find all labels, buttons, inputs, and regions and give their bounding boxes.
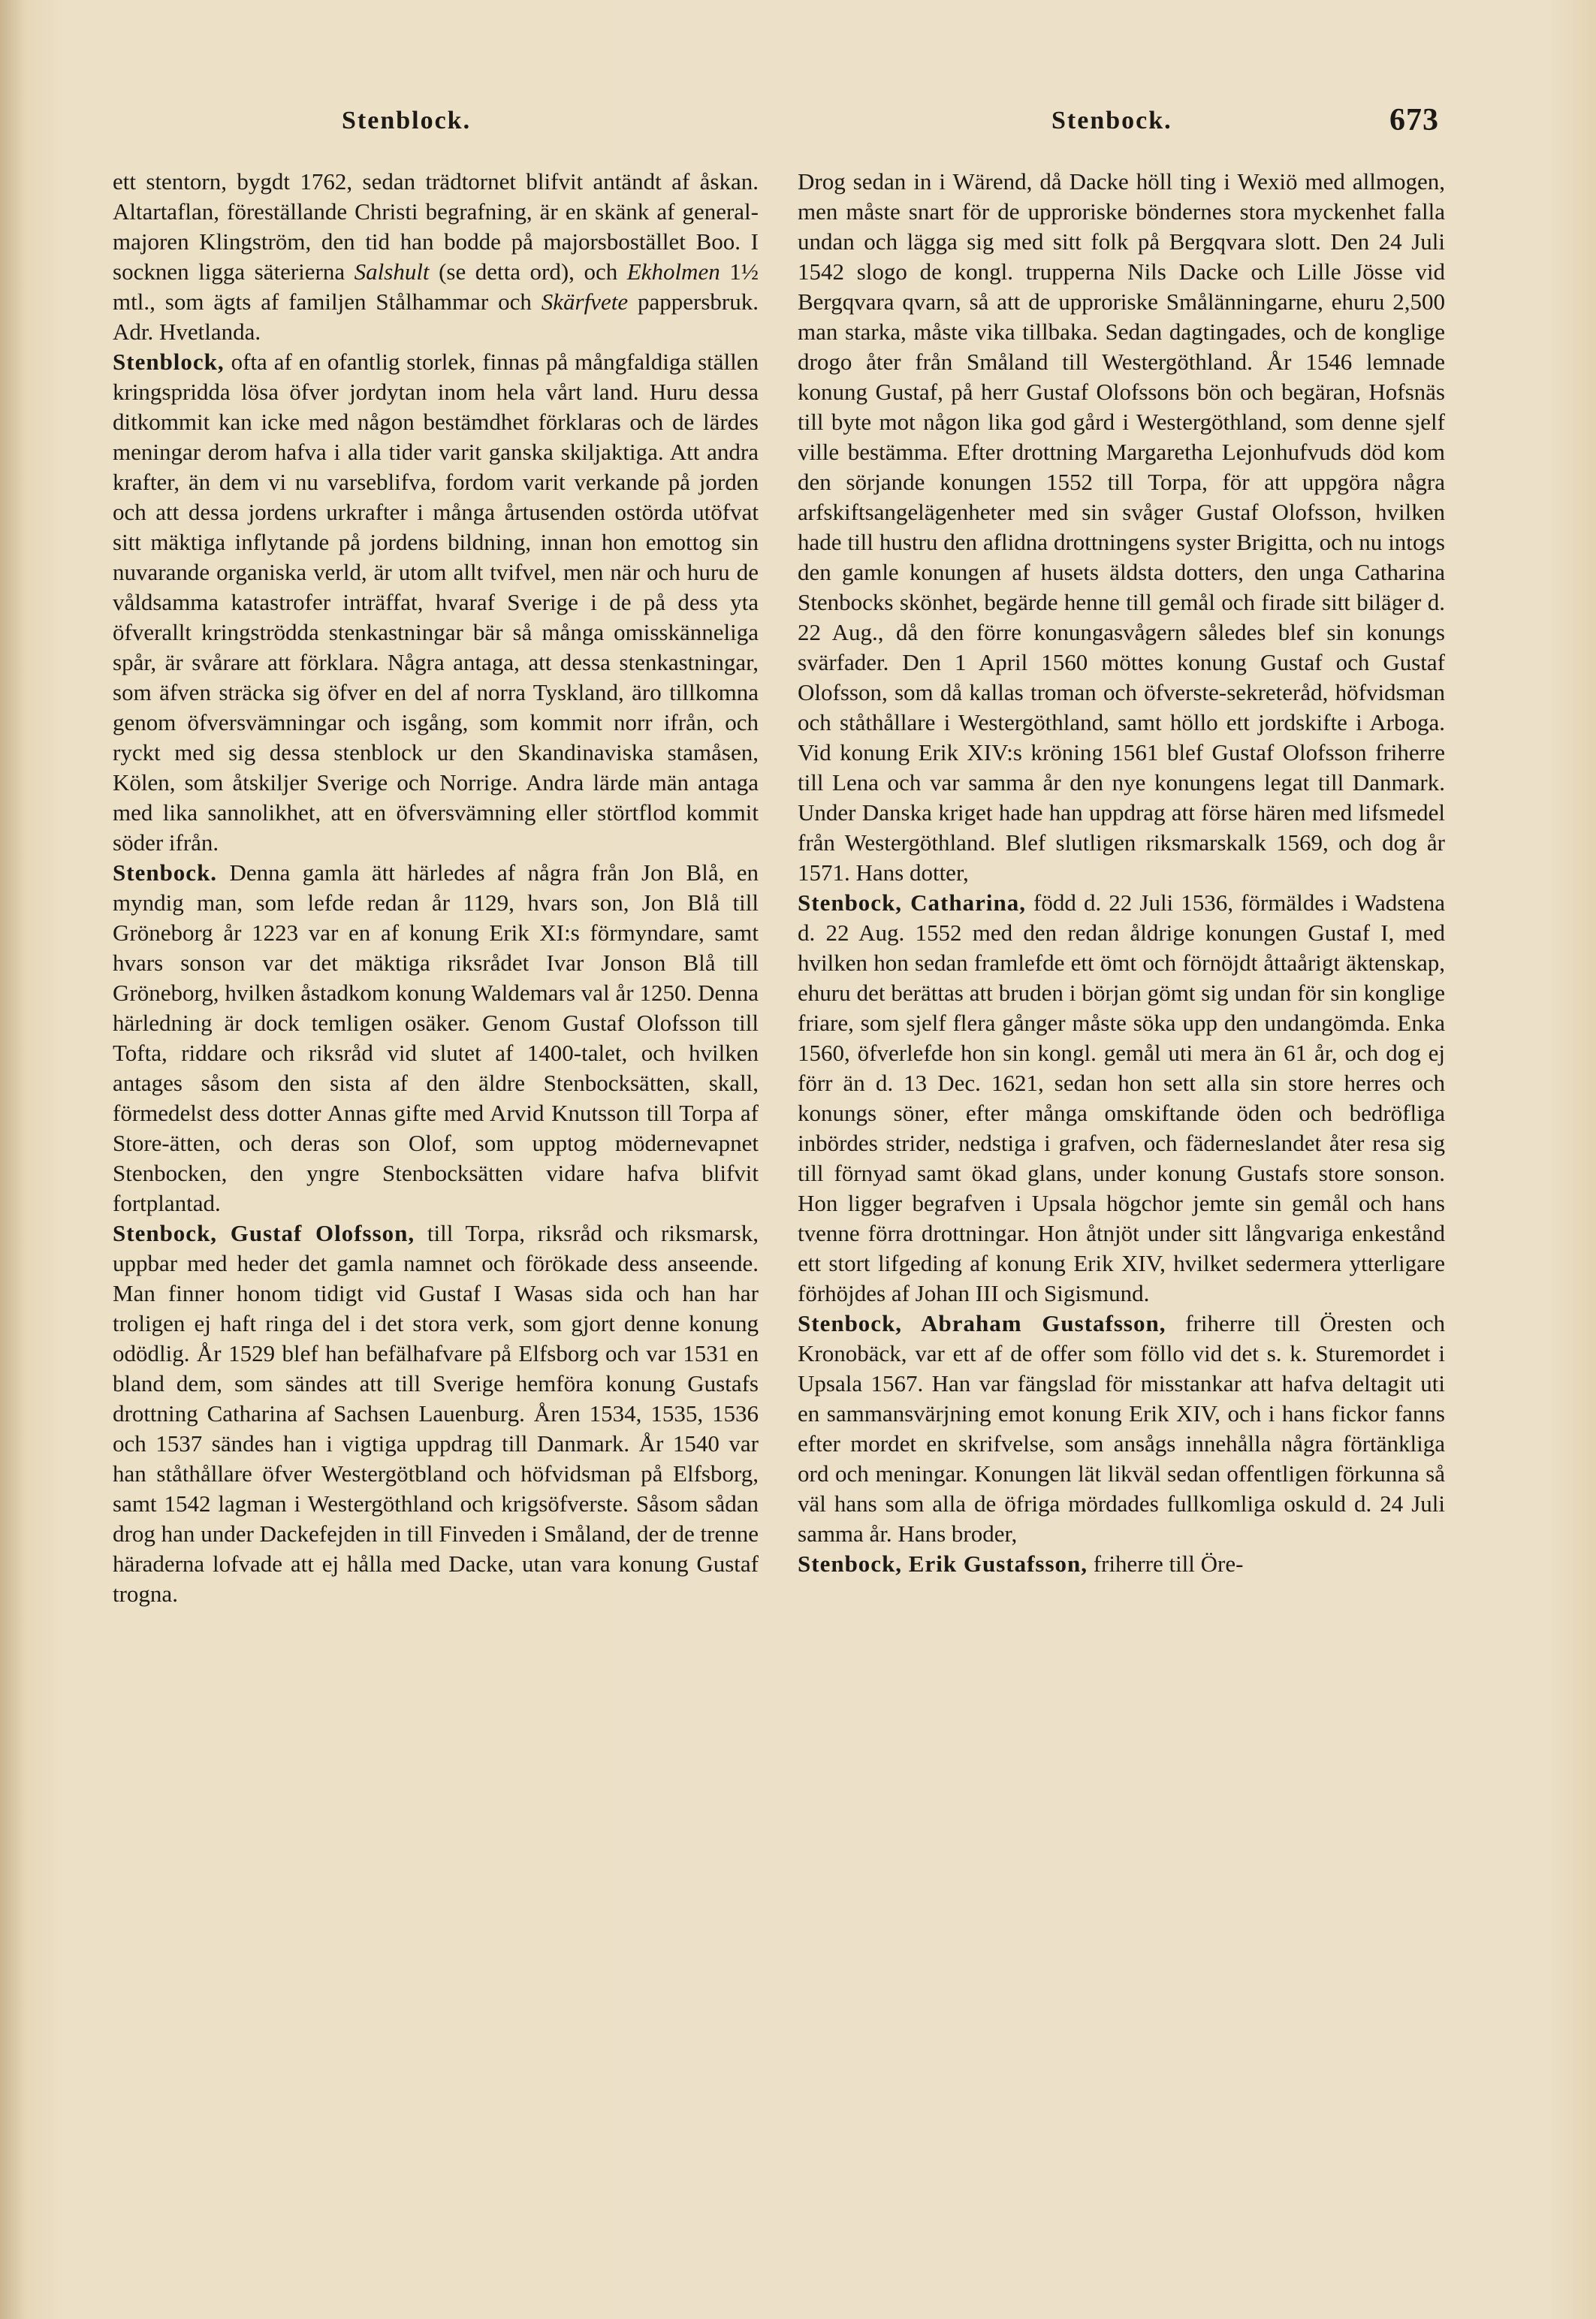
entry-erik-gustafsson: Stenbock, Erik Gustafsson, friherre till Öre-	[798, 1551, 1244, 1577]
entry-catharina: Stenbock, Catharina, född d. 22 Juli 1536, förmäldes i Wadstena d. 22 Aug. 1552 med den redan åldrige konungen Gustaf I, med hvilken hon sedan framlefde ett ömt och förnöjdt åttaårigt äktenskap, ehuru det berättas att bruden i början gömt sig undan för sin konglige friare, som sjelf flera gånger måste söka upp den undangömda. Enka 1560, öfverlefde hon sin kongl. gemål uti mera än 61 år, och dog ej förr än d. 13 Dec. 1621, sedan hon sett alla sin store herres och konungs söner, efter många omskiftande öden och bedröfliga inbördes strider, nedstiga i grafven, och fäderneslandet åter resa sig till förnyad samt ökad glans, under konung Gustafs store sonson. Hon ligger begrafven i Upsala högchor jemte sin gemål och hans tvenne förra drottningar. Hon åtnjöt under sitt långvariga enkestånd ett stort lifgeding af konung Erik XIV, hvilket sedermera ytterligare förhöjdes af Johan III och Sigismund.	[798, 889, 1446, 1306]
entry-gustaf-olofsson: Stenbock, Gustaf Olofsson, till Torpa, riksråd och riksmarsk, uppbar med heder det gamla namnet och förökade dess anseende. Man finner honom tidigt vid Gustaf I Wasas sida och han har troligen ej haft ringa del i det stora verk, som gjort denne konung odödlig. År 1529 blef han befälhafvare på Elfsborg och var 1531 en bland dem, som sändes att till Sverige hemföra konung Gustafs drottning Catharina af Sachsen Lauenburg. Åren 1534, 1535, 1536 och 1537 sändes han i vigtiga uppdrag till Danmark. År 1540 var han ståthållare öfver Westergötbland och höfvidsman på Elfsborg, samt 1542 lagman i Westergöthland och krigsöfverste. Såsom sådan drog han under Dackefejden in till Finveden i Småland, der de trenne häraderna lofvade att ej hålla med Dacke, utan vara konung Gustaf trogna.	[113, 1220, 759, 1607]
running-head-left: Stenblock.	[342, 107, 472, 134]
entry-headword: Stenbock, Abraham Gustafsson,	[798, 1310, 1166, 1336]
entry-stenbock: Stenbock. Denna gamla ätt härledes af några från Jon Blå, en myndig man, som lefde redan år 1129, hvars son, Jon Blå till Gröneborg år 1223 var en af konung Erik XI:s förmyndare, samt hvars sonson var det mäktiga riksrådet Ivar Jonson Blå till Gröneborg, hvilken åstadkom konung Waldemars val år 1250. Denna härledning är dock temligen osäker. Genom Gustaf Olofsson till Tofta, riddare och riksråd vid slutet af 1400-talet, och hvilken antages såsom den sista af den äldre Stenbocksätten, skall, förmedelst dess dotter Annas gifte med Arvid Knutsson till Torpa af Store-ätten, och deras son Olof, som upptog mödernevapnet Stenbocken, den yngre Stenbocksätten vidare hafva blifvit fortplantad.	[113, 859, 759, 1216]
left-column	[113, 167, 759, 1609]
running-head-right: Stenbock.	[1051, 107, 1172, 134]
entry-stenblock: Stenblock, ofta af en ofantlig storlek, finnas på mångfaldiga ställen kringspridda lösa öfver jordytan inom hela vårt land. Huru dessa ditkommit kan icke med någon bestämdhet förklaras och de lärdes meningar derom hafva i alla tider varit ganska skiljaktiga. Att andra krafter, än dem vi nu varseblifva, fordom varit verkande på jorden och att dessa jordens urkrafter i många årtusenden ostörda utöfvat sitt mäktiga inflytande på jordens bildning, innan hon emottog sin nuvarande organiska verld, är utom allt tvifvel, men när och huru de våldsamma katastrofer inträffat, hvaraf Sverige i de på dess yta öfverallt kringströdda stenkastningar bär så många omisskänneliga spår, är svårare att förklara. Några antaga, att dessa stenkastningar, som äfven sträcka sig öfver en del af norra Tyskland, äro tillkomna genom öfversvämningar och isgång, som kommit norr ifrån, och ryckt med sig dessa stenblock ur den Skandinaviska stamåsen, Kölen, som åtskiljer Sverige och Norrige. Andra lärde män antaga med lika sannolikhet, att en öfversvämning eller störtflod kommit söder ifrån.	[113, 349, 759, 856]
paragraph-salshult-continuation: ett stentorn, bygdt 1762, sedan trädtornet blifvit antändt af åskan. Altartaflan, föreställande Christi begrafning, är en skänk af general-majoren Klingström, den tid han bodde på majorsbostället Boo. I socknen ligga säterierna Salshult (se detta ord), och Ekholmen 1½ mtl., som ägts af familjen Stålhammar och Skärfvete pappersbruk. Adr. Hvetlanda.	[113, 168, 759, 345]
entry-abraham-gustafsson: Stenbock, Abraham Gustafsson, friherre till Öresten och Kronobäck, var ett af de offer som föllo vid det s. k. Sturemordet i Upsala 1567. Han var fängslad för misstankar att hafva deltagit uti en sammansvärjning emot konung Erik XIV, och i hans fickor fanns efter mordet en skrifvelse, som ansågs innehålla några förtänkliga ord och meningar. Konungen lät likväl sedan offentligen förkunna så väl hans som alla de öfriga mördades fullkomliga oskuld d. 24 Juli samma år. Hans broder,	[798, 1310, 1445, 1547]
right-column	[798, 167, 1445, 1579]
entry-headword: Stenbock, Catharina,	[798, 889, 1026, 916]
page-number: 673	[1389, 103, 1439, 137]
entry-headword: Stenbock, Gustaf Olofsson,	[113, 1220, 415, 1246]
entry-headword: Stenbock, Erik Gustafsson,	[798, 1551, 1088, 1577]
entry-headword: Stenblock,	[113, 349, 225, 375]
paragraph-gustaf-olofsson-continuation: Drog sedan in i Wärend, då Dacke höll ting i Wexiö med allmogen, men måste snart för de upproriske böndernes stora myckenhet falla undan och lägga sig med sitt folk på Bergqvara slott. Den 24 Juli 1542 slogo de kongl. trupperna Nils Dacke och Lille Jösse vid Bergqvara qvarn, så att de upproriske Smålänningarne, ehuru 2,500 man starka, måste vika tillbaka. Sedan dagtingades, och de konglige drogo åter från Småland till Westergöthland. År 1546 lemnade konung Gustaf, på herr Gustaf Olofssons bön och begäran, Hofsnäs till byte mot någon lika god gård i Westergöthland, som denne sjelf ville bestämma. Efter drottning Margaretha Lejonhufvuds död kom den sörjande konungen 1552 till Torpa, för att uppgöra några arfskiftsangelägenheter med sin svåger Gustaf Olofsson, hvilken hade till hustru den aflidna drottningens syster Brigitta, och nu intogs den gamle konungen af husets äldsta dotters, den unga Catharina Stenbocks skönhet, begärde henne till gemål och firade sitt biläger d. 22 Aug., då den förre konungasvågern således blef sin konungs svärfader. Den 1 April 1560 möttes konung Gustaf och Gustaf Olofsson, som då kallas troman och öfverste-sekreteråd, höfvidsman och ståthållare i Westergöthland, samt höllo ett jordskifte i Arboga. Vid konung Erik XIV:s kröning 1561 blef Gustaf Olofsson friherre till Lena och var samma år den nye konungens legat till Danmark. Under Danska kriget hade han uppdrag att förse hären med lifsmedel från Westergöthland. Blef slutligen riksmarskalk 1569, och dog år 1571. Hans dotter,	[798, 168, 1445, 886]
entry-headword: Stenbock.	[113, 859, 218, 886]
